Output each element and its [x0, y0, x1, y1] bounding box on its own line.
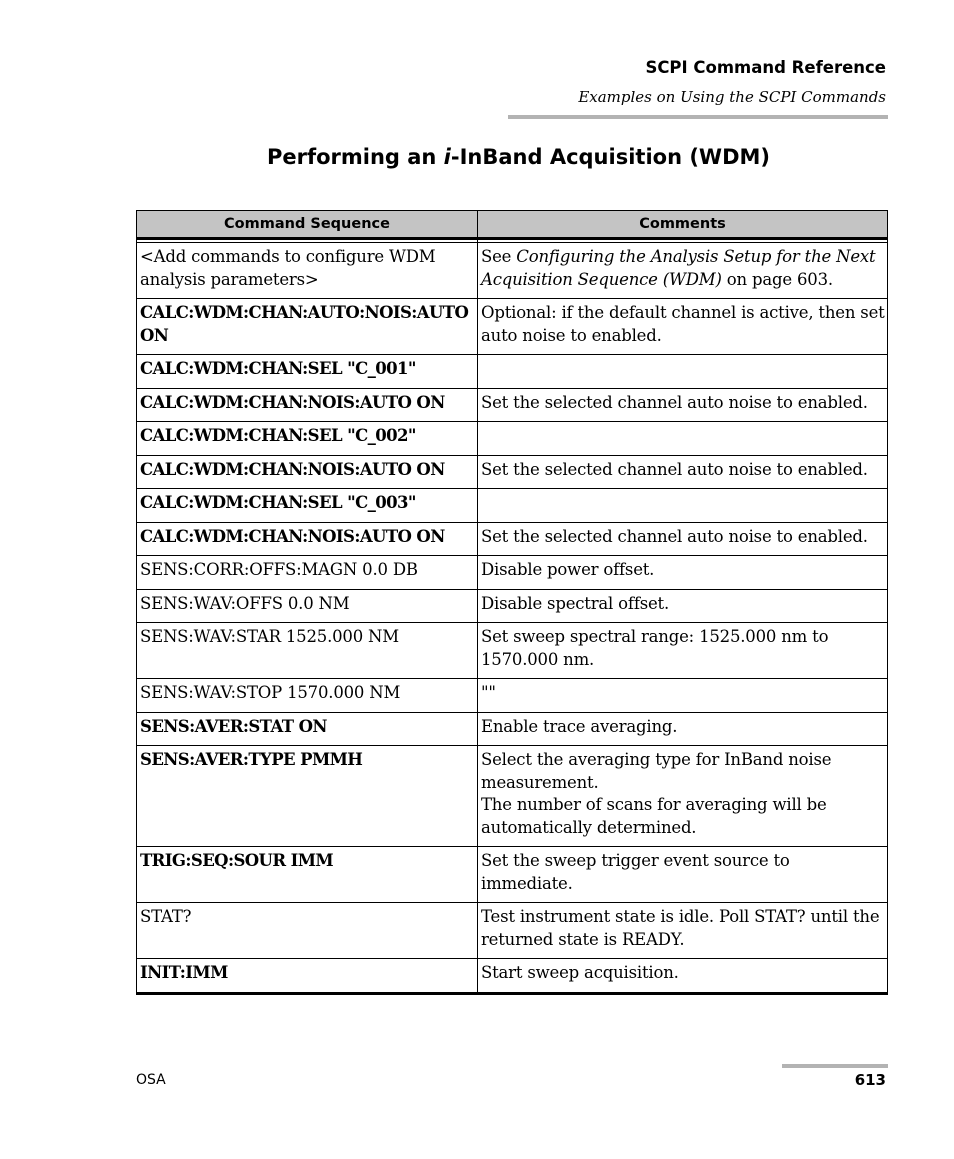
section-title-part2: -InBand Acquisition (WDM) — [450, 145, 771, 169]
comment-text: The number of scans for averaging will be automatically determined. — [481, 795, 827, 837]
comment-reference: Configuring the Analysis Setup for the Next Acquisition Sequence (WDM) — [481, 247, 876, 289]
command-cell: INIT:IMM — [137, 959, 478, 994]
command-cell: TRIG:SEQ:SOUR IMM — [137, 847, 478, 903]
comment-text: Set sweep spectral range: 1525.000 nm to 1570.000 nm. — [481, 627, 829, 669]
footer-rule — [782, 1064, 888, 1068]
table-row — [137, 355, 888, 389]
table-row — [137, 959, 888, 994]
column-header-comments: Comments — [478, 211, 888, 239]
table-row — [137, 556, 888, 590]
comment-cell — [478, 455, 888, 489]
comment-cell — [478, 903, 888, 959]
comment-cell — [478, 489, 888, 523]
comment-cell — [478, 355, 888, 389]
comment-text: Set the selected channel auto noise to enabled. — [481, 392, 868, 412]
running-header-title: SCPI Command Reference — [645, 58, 886, 77]
table-row — [137, 847, 888, 903]
table-row — [137, 712, 888, 746]
comment-text: Test instrument state is idle. Poll STAT? until the returned state is READY. — [481, 907, 880, 949]
table-row — [137, 243, 888, 299]
comment-cell — [478, 623, 888, 679]
table-row — [137, 422, 888, 456]
comment-text: Select the averaging type for InBand noise measurement. — [481, 750, 832, 792]
comment-text: Disable spectral offset. — [481, 593, 670, 613]
comment-text: Set the selected channel auto noise to enabled. — [481, 526, 868, 546]
comment-text: "" — [481, 683, 496, 702]
section-title-italic: i — [443, 145, 451, 169]
command-cell: CALC:WDM:CHAN:AUTO:NOIS:AUTO ON — [137, 299, 478, 355]
table-row — [137, 489, 888, 523]
comment-cell — [478, 422, 888, 456]
command-cell: SENS:AVER:TYPE PMMH — [137, 746, 478, 847]
column-header-command: Command Sequence — [137, 211, 478, 239]
table-row — [137, 903, 888, 959]
comment-cell — [478, 243, 888, 299]
header-rule — [508, 115, 888, 119]
section-title — [0, 145, 954, 169]
comment-text: Disable power offset. — [481, 560, 655, 579]
command-cell: SENS:WAV:STOP 1570.000 NM — [137, 679, 478, 713]
comment-text: Set the sweep trigger event source to immediate. — [481, 851, 790, 893]
table-row — [137, 746, 888, 847]
command-table — [136, 210, 888, 995]
comment-text: Enable trace averaging. — [481, 716, 678, 736]
comment-text: Start sweep acquisition. — [481, 963, 679, 982]
table-row — [137, 299, 888, 355]
table-row — [137, 623, 888, 679]
comment-text: See — [481, 247, 517, 266]
command-cell: CALC:WDM:CHAN:NOIS:AUTO ON — [137, 388, 478, 422]
table-row — [137, 589, 888, 623]
table-row — [137, 522, 888, 556]
comment-cell — [478, 388, 888, 422]
comment-cell — [478, 847, 888, 903]
page-number: 613 — [854, 1071, 886, 1089]
comment-cell — [478, 712, 888, 746]
comment-cell — [478, 679, 888, 713]
command-cell: CALC:WDM:CHAN:SEL "C_003" — [137, 489, 478, 523]
command-cell: CALC:WDM:CHAN:NOIS:AUTO ON — [137, 455, 478, 489]
comment-text: Optional: if the default channel is active, then set auto noise to enabled. — [481, 303, 885, 345]
table-row — [137, 388, 888, 422]
command-cell: CALC:WDM:CHAN:SEL "C_002" — [137, 422, 478, 456]
command-cell: STAT? — [137, 903, 478, 959]
running-header-subtitle: Examples on Using the SCPI Commands — [578, 88, 886, 106]
footer-product: OSA — [136, 1072, 166, 1088]
command-cell: CALC:WDM:CHAN:NOIS:AUTO ON — [137, 522, 478, 556]
comment-cell — [478, 556, 888, 590]
section-title-part1: Performing an — [266, 145, 444, 169]
comment-cell — [478, 522, 888, 556]
table-row — [137, 679, 888, 713]
comment-cell — [478, 959, 888, 994]
comment-cell — [478, 299, 888, 355]
comment-cell — [478, 746, 888, 847]
command-cell: SENS:WAV:STAR 1525.000 NM — [137, 623, 478, 679]
table-header-row — [137, 211, 888, 239]
comment-text: Set the selected channel auto noise to enabled. — [481, 459, 868, 479]
command-cell: SENS:AVER:STAT ON — [137, 712, 478, 746]
command-cell: SENS:CORR:OFFS:MAGN 0.0 DB — [137, 556, 478, 590]
comment-text: on page 603. — [721, 269, 833, 289]
command-cell: CALC:WDM:CHAN:SEL "C_001" — [137, 355, 478, 389]
comment-cell — [478, 589, 888, 623]
command-cell: <Add commands to configure WDM analysis parameters> — [137, 243, 478, 299]
table-row — [137, 455, 888, 489]
command-cell: SENS:WAV:OFFS 0.0 NM — [137, 589, 478, 623]
